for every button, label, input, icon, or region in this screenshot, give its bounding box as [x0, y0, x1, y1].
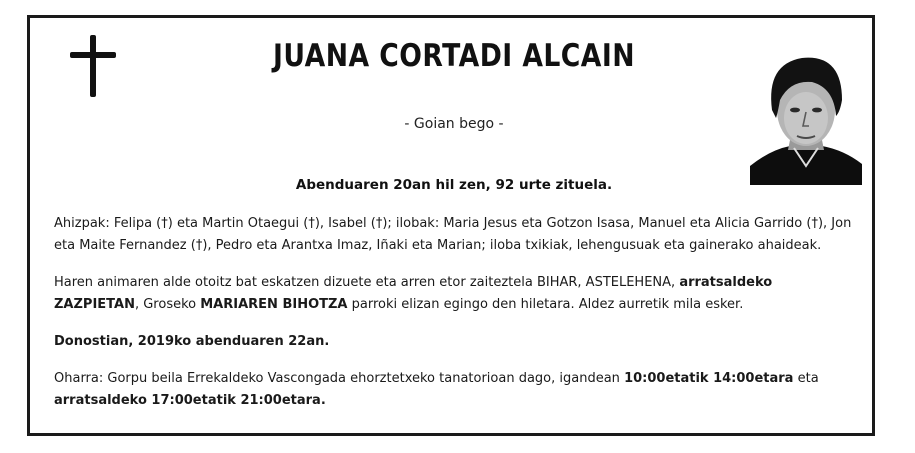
service-church: MARIAREN BIHOTZA	[200, 297, 348, 312]
relatives-paragraph: Ahizpak: Felipa (†) eta Martin Otaegui (†), Isabel (†); ilobak: Maria Jesus eta Gotzon Isasa, Manuel eta Alicia Garrido (†), Jon eta Maite Fernandez (†), Pedro eta Arantxa Imaz, Iñaki eta Marian; iloba txikiak, lehengusuak eta gainerako ahaideak.	[54, 216, 852, 253]
note-time-morning: 10:00etatik 14:00etara	[624, 371, 794, 386]
service-text-3: parroki elizan egingo den hiletara. Aldez aurretik mila esker.	[347, 297, 744, 312]
death-line: Abenduaren 20an hil zen, 92 urte zituela.	[295, 177, 613, 193]
place-date: Donostian, 2019ko abenduaren 22an.	[54, 334, 330, 349]
deceased-name: JUANA CORTADI ALCAIN	[273, 38, 635, 74]
note-paragraph	[54, 368, 854, 412]
service-text-1: Haren animaren alde otoitz bat eskatzen dizuete eta arren etor zaiteztela BIHAR, ASTELEHENA,	[54, 275, 680, 290]
service-time: arratsaldeko ZAZPIETAN	[54, 275, 773, 312]
subtitle-goian-bego: - Goian bego -	[404, 116, 504, 132]
service-paragraph	[54, 272, 854, 316]
note-text-2: eta	[793, 371, 819, 386]
obituary-frame	[27, 15, 875, 436]
portrait-photo	[750, 38, 862, 185]
note-text-1: Oharra: Gorpu beila Errekaldeko Vascongada ehorztetxeko tanatorioan dago, igandean	[54, 371, 625, 386]
service-text-2: , Groseko	[134, 297, 201, 312]
note-time-evening: arratsaldeko 17:00etatik 21:00etara.	[54, 393, 326, 408]
